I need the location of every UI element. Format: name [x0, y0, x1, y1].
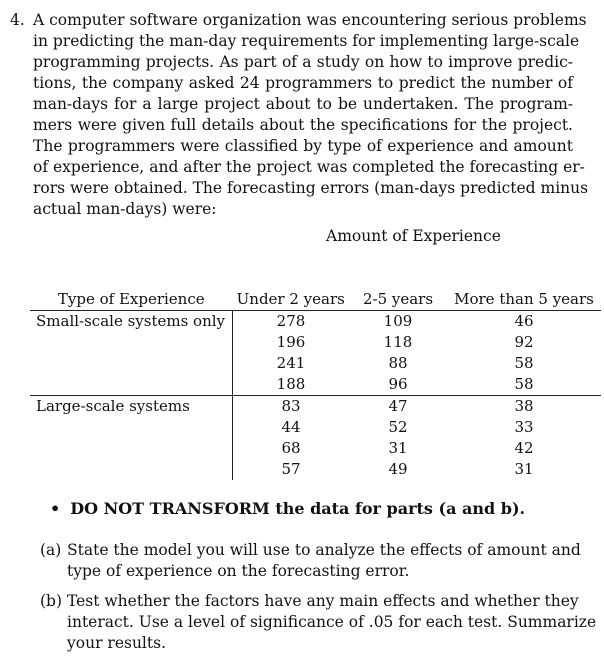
problem-line: man-days for a large project about to be undertaken. The program- — [33, 95, 573, 113]
column-header: Under 2 years — [233, 289, 350, 311]
part-b — [40, 591, 597, 654]
note-text: the data for parts (a and b). — [269, 499, 526, 518]
table-cell: 46 — [514, 312, 534, 330]
problem-line: of experience, and after the project was completed the forecasting er- — [33, 158, 585, 176]
part-line: type of experience on the forecasting error. — [67, 562, 410, 580]
table-cell: 58 — [514, 375, 534, 393]
table-cell: 88 — [388, 354, 408, 372]
table-cell: 188 — [276, 375, 306, 393]
table-cell: 31 — [388, 439, 408, 457]
group-label: Large-scale systems — [30, 396, 233, 418]
part-line: interact. Use a level of significance of .05 for each test. Summarize — [67, 613, 597, 631]
note-emphasis: DO NOT TRANSFORM — [70, 499, 270, 518]
table-cell: 49 — [388, 460, 408, 478]
part-label: (b) — [40, 592, 63, 610]
table-cell: 58 — [514, 354, 534, 372]
table-row — [30, 417, 601, 438]
table-row — [30, 311, 601, 333]
problem-line: A computer software organization was encountering serious problems — [33, 11, 587, 29]
problem-line: rors were obtained. The forecasting errors (man-days predicted minus — [33, 179, 589, 197]
problem-line: actual man-days) were: — [33, 200, 217, 218]
problem-line: mers were given full details about the specifications for the project. — [33, 116, 573, 134]
table-header-row — [30, 289, 601, 311]
data-table — [30, 289, 601, 480]
table-cell: 118 — [383, 333, 413, 351]
table-cell: 42 — [514, 439, 534, 457]
table-row — [30, 374, 601, 396]
table-cell: 57 — [281, 460, 301, 478]
group-label: Small-scale systems only — [30, 311, 233, 333]
table-row — [30, 438, 601, 459]
part-line: State the model you will use to analyze the effects of amount and — [67, 541, 581, 559]
table-cell: 52 — [388, 418, 408, 436]
table-cell: 109 — [383, 312, 413, 330]
bullet-icon: • — [50, 499, 61, 518]
table-row — [30, 396, 601, 418]
problem-text — [33, 10, 589, 220]
problem-line: in predicting the man-day requirements for implementing large-scale — [33, 32, 580, 50]
problem-line: programming projects. As part of a study on how to improve predic- — [33, 53, 573, 71]
table-row — [30, 459, 601, 480]
part-a — [40, 540, 581, 582]
table-cell: 92 — [514, 333, 534, 351]
table-cell: 31 — [514, 460, 534, 478]
table-row — [30, 353, 601, 374]
table-row — [30, 332, 601, 353]
part-line: your results. — [67, 634, 166, 652]
problem-line: tions, the company asked 24 programmers to predict the number of — [33, 74, 573, 92]
table-cell: 241 — [276, 354, 306, 372]
table-cell: 278 — [276, 312, 306, 330]
table-cell: 44 — [281, 418, 301, 436]
table-heading: Amount of Experience — [326, 227, 501, 245]
table-cell: 196 — [276, 333, 306, 351]
part-line: Test whether the factors have any main effects and whether they — [67, 592, 579, 610]
column-header: 2-5 years — [349, 289, 447, 311]
table-cell: 38 — [447, 396, 601, 418]
part-label: (a) — [40, 541, 62, 559]
table-cell: 83 — [233, 396, 350, 418]
table-cell: 47 — [349, 396, 447, 418]
column-header: Type of Experience — [30, 289, 233, 311]
instruction-note — [50, 499, 525, 518]
table-cell: 68 — [281, 439, 301, 457]
problem-number: 4. — [10, 11, 25, 29]
table-cell: 33 — [514, 418, 534, 436]
problem-line: The programmers were classified by type of experience and amount — [33, 137, 573, 155]
table-cell: 96 — [388, 375, 408, 393]
column-header: More than 5 years — [447, 289, 601, 311]
